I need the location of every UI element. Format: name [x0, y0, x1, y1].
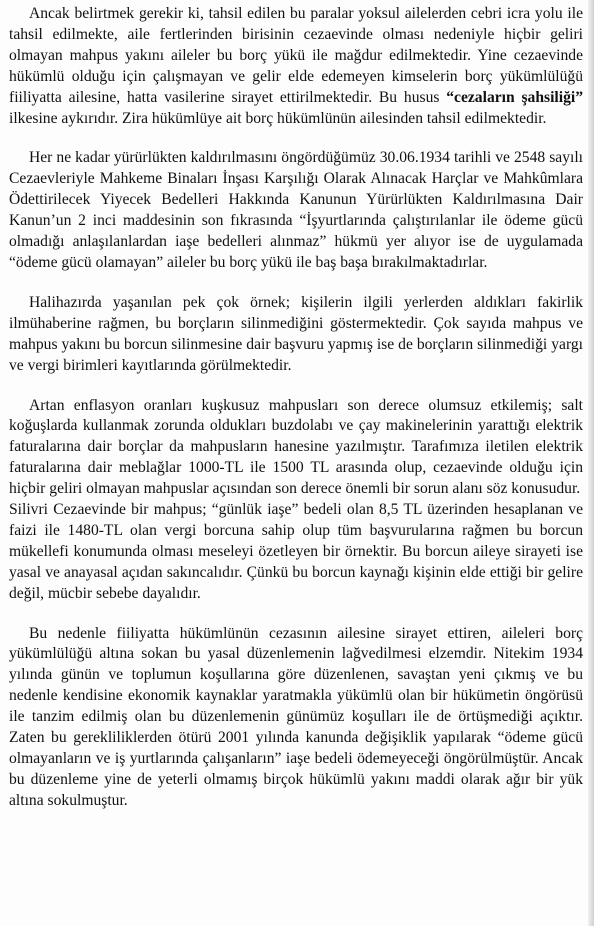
paragraph-family-burden: [9, 4, 583, 129]
emphasis-personal-punishment: “cezaların şahsiliği”: [446, 88, 583, 106]
paragraph-family-burden-text: Ancak belirtmek gerekir ki, tahsil edilen bu paralar yoksul ailelerden cebri icra yolu ile tahsil edilmekte, aile fertlerinden birisinin cezaevinde olması nedeniyle hiçbir geliri olmayan mahpus yakını aileler bu borç yükü ile mağdur edilmektedir. Yine cezaevinde hükümlü olduğu için çalışmayan ve gelir elde edemeyen kimselerin borç yükümlülüğü fiiliyatta ailesine, hatta vasilerine sirayet ettirilmektedir. Bu husus: [9, 5, 583, 106]
document-body: [9, 4, 583, 831]
paragraph-silivri-example: Silivri Cezaevinde bir mahpus; “günlük iaşe” bedeli olan 8,5 TL üzerinden hesaplanan ve faizi ile 1480-TL olan vergi borcuna sahip olup tüm başvurularına rağmen bu borcun mükellefi konumunda olması meseleyi özetleyen bir örnektir. Bu borcun aileye sirayeti ise yasal ve anayasal açıdan sakıncalıdır. Çünkü bu borcun kaynağı kişinin elde ettiği bir gelire değil, mücbir sebebe dayalıdır.: [9, 501, 583, 602]
paragraph-family-burden-text-end: ilkesine aykırıdır. Zira hükümlüye ait borç hükümlünün ailesinden tahsil edilmektedir.: [9, 109, 547, 127]
paragraph-law-2548: Her ne kadar yürürlükten kaldırılmasını öngördüğümüz 30.06.1934 tarihli ve 2548 sayılı Cezaevleriyle Mahkeme Binaları İnşası Karşılığı Olarak Alınacak Harçlar ve Mahkûmlara Ödettirilecek Yiyecek Bedelleri Hakkında Kanunun Yürürlükten Kaldırılmasına Dair Kanun’un 2 inci maddesinin son fıkrasında “İşyurtlarında çalıştırılanlar ile ödeme gücü olmadığı anlaşılanlardan iaşe bedelleri alınmaz” hükmü yer alıyor ise de uygulamada “ödeme gücü olamayan” aileler bu borç yükü ile baş başa bırakılmaktadırlar.: [9, 149, 583, 271]
scan-edge-shadow: [588, 0, 594, 926]
paragraph-current-examples: Halihazırda yaşanılan pek çok örnek; kişilerin ilgili yerlerden aldıkları fakirlik ilmühaberine rağmen, bu borçların silinmediğini göstermektedir. Çok sayıda mahpus ve mahpus yakını bu borcun silinmesine dair başvuru yapmış ise de borçların silinmediği yargı ve vergi birimleri kayıtlarında görülmektedir.: [9, 293, 583, 374]
paragraph-conclusion: Bu nedenle fiiliyatta hükümlünün cezasının ailesine sirayet ettiren, aileleri borç yükümlülüğü altına sokan bu yasal düzenlemenin lağvedilmesi elzemdir. Nitekim 1934 yılında günün ve toplumun koşullarına göre düzenlenen, savaştan yeni çıkmış ve bu nedenle kendisine ekonomik kaynaklar yaratmakla yükümlü olan bir hükümetin öngörüsü ile tanzim edilmiş olan bu düzenlemenin günümüz koşulları ile de örtüşmediği açıktır. Zaten bu gerekliliklerden ötürü 2001 yılında kanunda değişiklik yapılarak “ödeme gücü olmayanların ve iş yurtlarında çalışanların” iaşe bedeli ödemeyeceği öngörülmüştür. Ancak bu düzenleme yine de yeterli olmamış birçok hükümlü yakını maddi olarak ağır bir yük altına sokulmuştur.: [9, 624, 583, 809]
paragraph-inflation-electricity: Artan enflasyon oranları kuşkusuz mahpusları son derece olumsuz etkilemiş; salt koğuşlarda kullanmak zorunda oldukları buzdolabı ve çay makinelerinin yarattığı elektrik faturalarına dair borçlar da mahpusların hanesine yazılmıştır. Tarafımıza iletilen elektrik faturalarına dair meblağlar 1000-TL ile 1500 TL arasında olup, cezaevinde olduğu için hiçbir geliri olmayan mahpuslar açısından son derece önemli bir sorun alanı söz konusudur.: [9, 396, 583, 498]
